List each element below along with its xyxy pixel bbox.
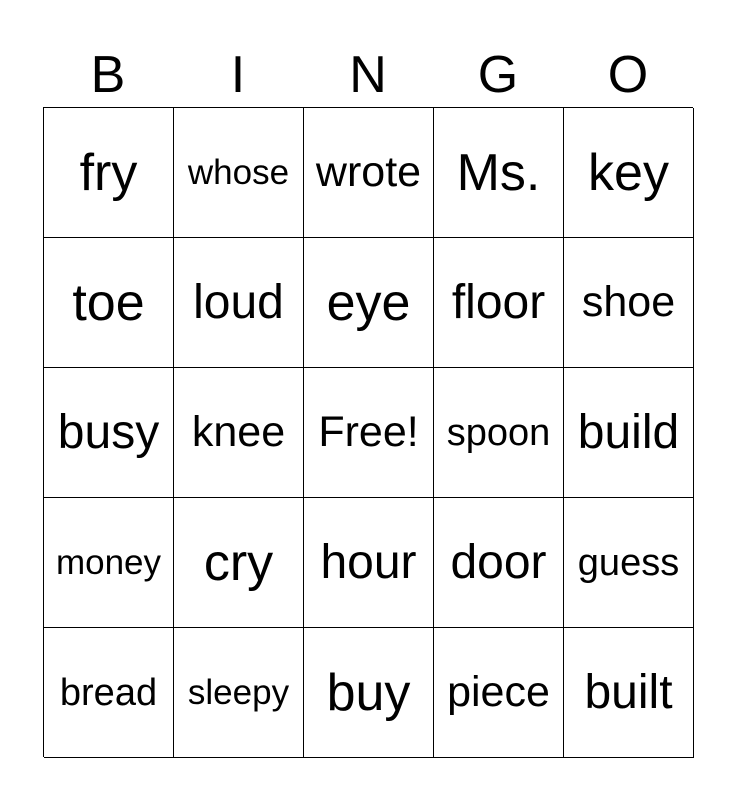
bingo-board <box>43 107 693 757</box>
free-space-cell: Free! <box>304 368 434 498</box>
bingo-cell: guess <box>564 498 694 628</box>
header-letter-g: G <box>477 46 519 104</box>
bingo-cell: piece <box>434 628 564 758</box>
bingo-cell: sleepy <box>174 628 304 758</box>
bingo-cell: built <box>564 628 694 758</box>
header-letter-i: I <box>230 46 246 104</box>
bingo-cell: busy <box>44 368 174 498</box>
bingo-cell: loud <box>174 238 304 368</box>
bingo-cell: eye <box>304 238 434 368</box>
bingo-cell: key <box>564 108 694 238</box>
bingo-cell: buy <box>304 628 434 758</box>
bingo-cell: money <box>44 498 174 628</box>
bingo-cell: hour <box>304 498 434 628</box>
bingo-header <box>43 44 693 106</box>
bingo-cell: toe <box>44 238 174 368</box>
bingo-cell: bread <box>44 628 174 758</box>
bingo-cell: cry <box>174 498 304 628</box>
bingo-cell: knee <box>174 368 304 498</box>
header-letter-o: O <box>607 46 649 104</box>
bingo-cell: whose <box>174 108 304 238</box>
bingo-cell: build <box>564 368 694 498</box>
bingo-cell: floor <box>434 238 564 368</box>
bingo-cell: wrote <box>304 108 434 238</box>
bingo-cell: shoe <box>564 238 694 368</box>
bingo-cell: Ms. <box>434 108 564 238</box>
bingo-cell: fry <box>44 108 174 238</box>
bingo-cell: spoon <box>434 368 564 498</box>
header-letter-b: B <box>90 46 126 104</box>
bingo-cell: door <box>434 498 564 628</box>
header-letter-n: N <box>349 46 387 104</box>
